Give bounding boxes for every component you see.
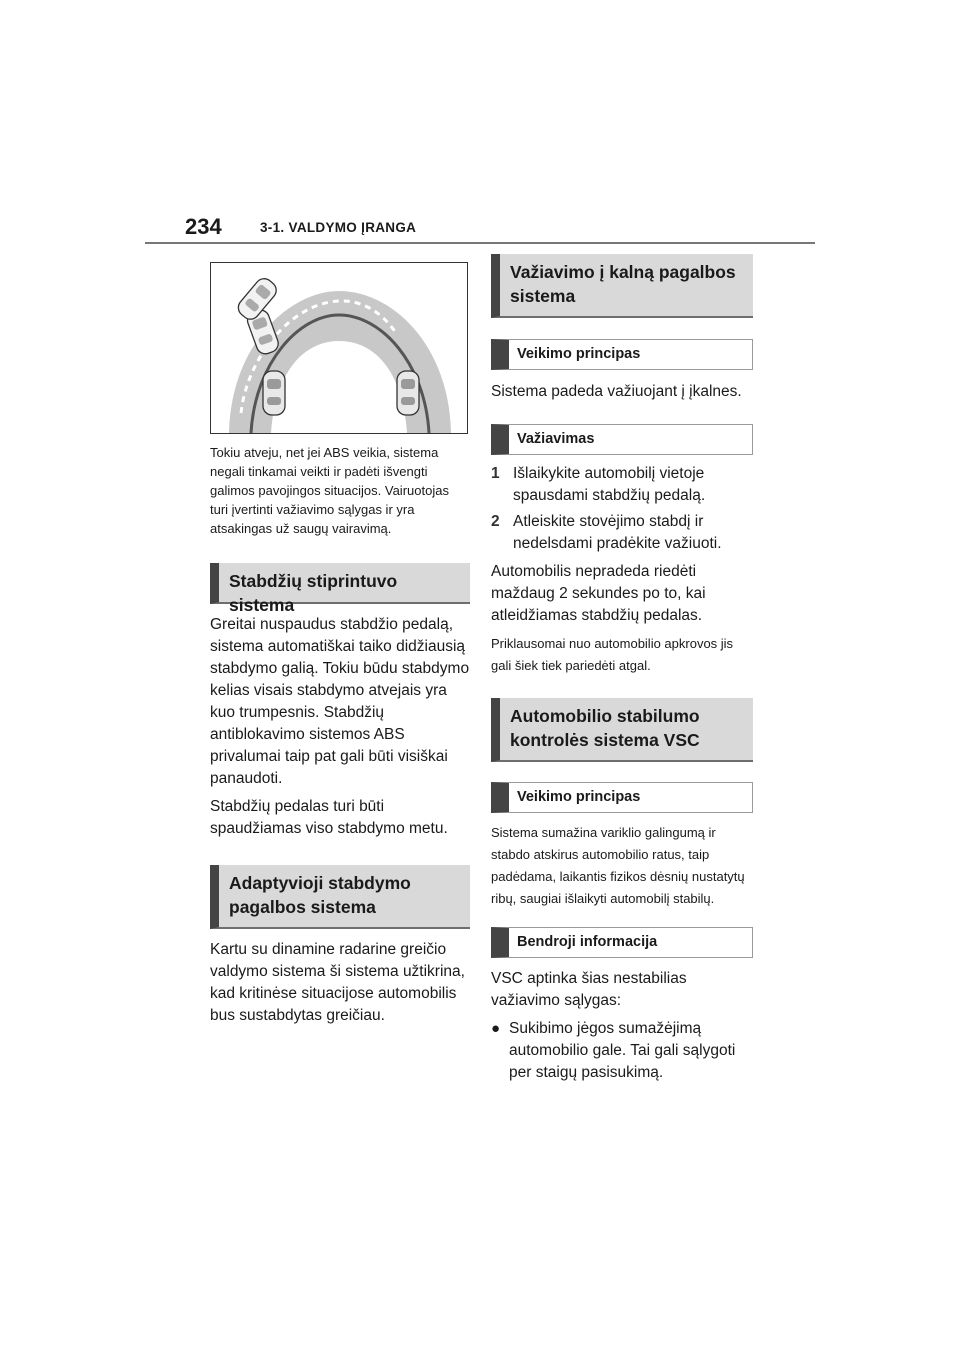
curve-road-drawing: [211, 263, 467, 433]
brake-assist-paragraph: Greitai nuspaudus stabdžio pedalą, sistema automatiškai taiko didžiausią stabdymo galią. Tokiu būdu stabdymo kelias visais stabdymo atvejais yra kuo trumpesnis. Stabdžių antiblokavimo sistemos ABS privalumai taip pat gali būti visiškai panaudoti.: [210, 616, 470, 787]
hill-start-small-note: Priklausomai nuo automobilio apkrovos jis gali šiek tiek pariedėti atgal.: [491, 636, 734, 673]
page-number: 234: [185, 214, 222, 239]
vsc-general-paragraph: VSC aptinka šias nestabilias važiavimo sąlygas:: [491, 970, 687, 1009]
abs-road-illustration: [210, 262, 468, 434]
vsc-principle-paragraph: Sistema sumažina variklio galingumą ir stabdo atskirus automobilio ratus, taip padėdama, laikantis fizikos dėsnių nustatytų ribų, saugiai išlaikyti automobilį stabilų.: [491, 825, 745, 906]
step-number: 1: [491, 465, 500, 482]
brake-assist-paragraph-2: Stabdžių pedalas turi būti spaudžiamas viso stabdymo metu.: [210, 798, 448, 837]
left-column: [210, 262, 470, 1027]
subheading-general-info: Bendroji informacija: [491, 927, 753, 958]
hill-start-note: Automobilis nepradeda riedėti maždaug 2 sekundes po to, kai atleidžiamas stabdžių pedalas.: [491, 563, 706, 624]
adaptive-brake-paragraph: Kartu su dinamine radarine greičio valdymo sistema ši sistema užtikrina, kad kritinėse situacijose automobilis bus sustabdytas greičiau.: [210, 941, 465, 1024]
subheading-driving: Važiavimas: [491, 424, 753, 455]
step-text: Išlaikykite automobilį vietoje spausdami stabdžių pedalą.: [513, 465, 706, 504]
right-column: [491, 254, 753, 1084]
figure-caption: Tokiu atveju, net jei ABS veikia, sistema negali tinkamai veikti ir padėti išvengti galimos pavojingos situacijos. Vairuotojas turi įvertinti važiavimo sąlygas ir yra atsakingas už saugų vairavimą.: [210, 445, 449, 536]
subheading-operating-principle: Veikimo principas: [491, 339, 753, 370]
bullet-text: Sukibimo jėgos sumažėjimą automobilio gale. Tai gali sąlygoti per staigų pasisukimą.: [509, 1020, 736, 1081]
header-rule: [145, 242, 815, 244]
step-1: [491, 463, 753, 507]
step-number: 2: [491, 513, 500, 530]
section-heading-adaptive-brake: Adaptyvioji stabdymo pagalbos sistema: [210, 865, 470, 929]
step-2: [491, 511, 753, 555]
bullet-icon: ●: [491, 1020, 501, 1037]
chapter-title: 3-1. VALDYMO ĮRANGA: [260, 220, 417, 235]
section-heading-vsc: Automobilio stabilumo kontrolės sistema VSC: [491, 698, 753, 762]
step-text: Atleiskite stovėjimo stabdį ir nedelsdami pradėkite važiuoti.: [513, 513, 722, 552]
section-heading-hill-start: Važiavimo į kalną pagalbos sistema: [491, 254, 753, 318]
list-item: [491, 1018, 753, 1084]
page-header: [145, 208, 815, 244]
section-heading-brake-assist: Stabdžių stiprintuvo sistema: [210, 563, 470, 604]
subheading-vsc-principle: Veikimo principas: [491, 782, 753, 813]
hill-start-paragraph: Sistema padeda važiuojant į įkalnes.: [491, 383, 742, 400]
